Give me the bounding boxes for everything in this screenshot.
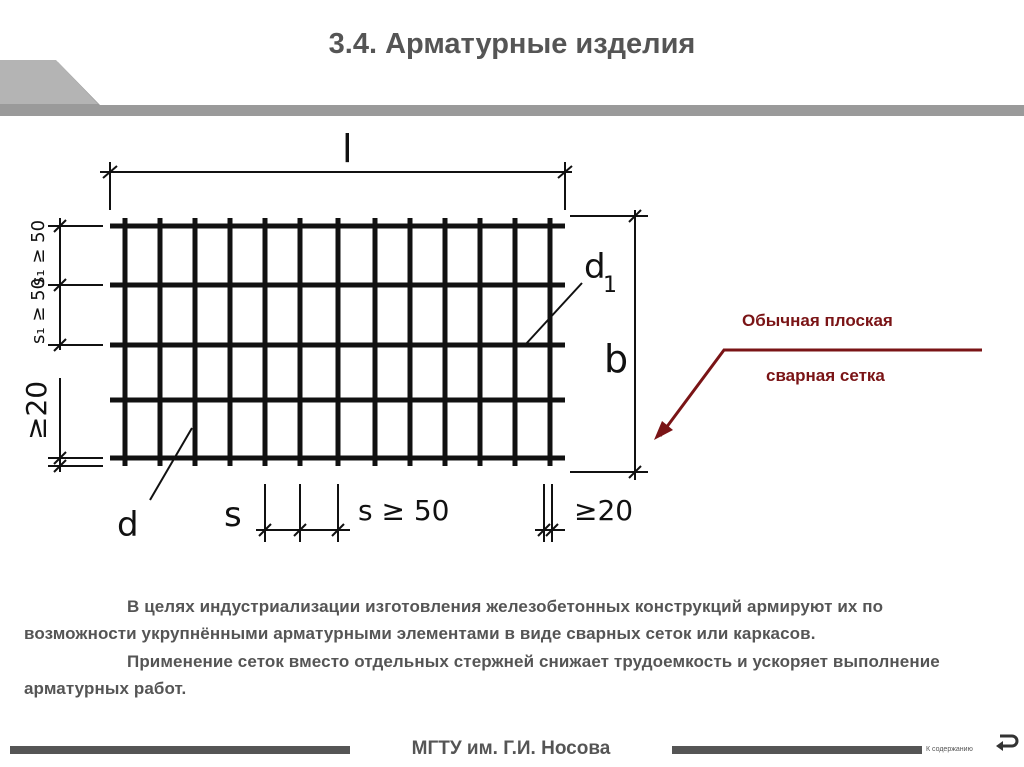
label-d1-sub: 1 <box>603 273 617 298</box>
dimension-lines <box>48 162 648 542</box>
label-edge-min-bottom: ≥20 <box>574 494 634 527</box>
callout-line-2: сварная сетка <box>766 366 885 385</box>
footer-bar-left <box>10 746 350 754</box>
label-edge-min-left: ≥20 <box>20 380 53 440</box>
return-arrow-icon[interactable] <box>994 728 1020 754</box>
contents-link[interactable]: К содержанию <box>926 746 973 753</box>
header-band <box>0 60 1024 120</box>
footer-bar-right <box>672 746 922 754</box>
label-s: s <box>224 495 242 535</box>
mesh-grid <box>110 218 565 466</box>
callout-arrow <box>650 340 990 450</box>
label-d1: d <box>584 247 606 287</box>
label-s1-min-top: s₁ ≥ 50 <box>28 219 49 286</box>
page-title: 3.4. Арматурные изделия <box>328 28 696 60</box>
dimension-labels <box>20 127 633 545</box>
welded-mesh-drawing <box>0 127 660 550</box>
label-d: d <box>117 505 139 545</box>
label-l: l <box>342 127 353 171</box>
label-s1-min-mid: s₁ ≥ 50 <box>28 277 49 344</box>
body-paragraph-2: Применение сеток вместо отдельных стержней снижает трудоемкость и ускоряет выполнение арматурных работ. <box>24 652 940 698</box>
label-b: b <box>604 337 629 381</box>
footer-institution: МГТУ им. Г.И. Носова <box>411 738 611 759</box>
label-s-min: s ≥ 50 <box>358 494 450 527</box>
callout-line-1: Обычная плоская <box>742 311 893 330</box>
body-paragraph-1: В целях индустриализации изготовления железобетонных конструкций армируют их по возможности укрупнёнными арматурными элементами в виде сварных сеток или каркасов. <box>24 597 884 643</box>
